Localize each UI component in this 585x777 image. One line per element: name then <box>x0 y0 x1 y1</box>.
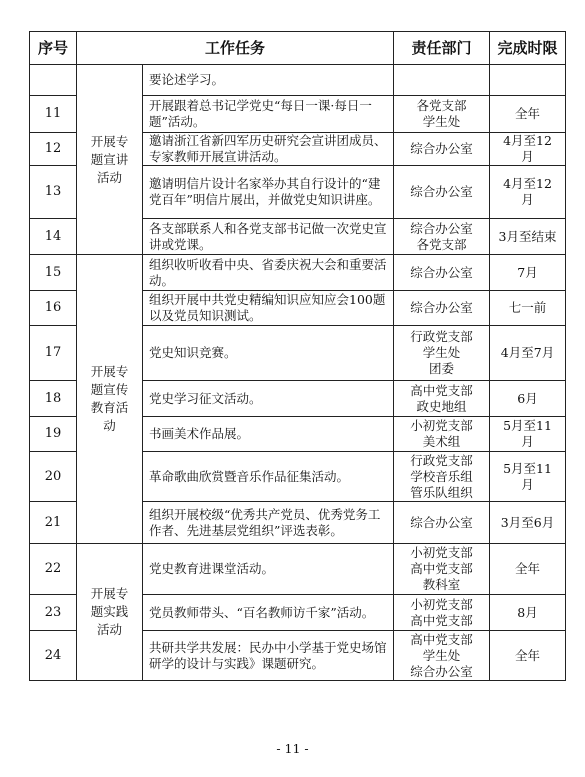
row-number: 16 <box>30 291 77 326</box>
row-number: 17 <box>30 326 77 381</box>
row-number: 24 <box>30 631 77 681</box>
header-time: 完成时限 <box>490 32 566 65</box>
responsible-dept: 综合办公室 各党支部 <box>394 219 490 255</box>
task-description: 邀请明信片设计名家举办其自行设计的“建党百年”明信片展出，并做党史知识讲座。 <box>143 166 394 219</box>
task-description: 要论述学习。 <box>143 65 394 96</box>
deadline: 6月 <box>490 381 566 417</box>
header-no: 序号 <box>30 32 77 65</box>
task-description: 开展跟着总书记学党史“每日一课·每日一题”活动。 <box>143 96 394 133</box>
responsible-dept: 小初党支部 美术组 <box>394 417 490 452</box>
responsible-dept: 综合办公室 <box>394 133 490 166</box>
responsible-dept: 行政党支部 学生处 团委 <box>394 326 490 381</box>
deadline: 3月至6月 <box>490 502 566 544</box>
row-number: 19 <box>30 417 77 452</box>
deadline: 七一前 <box>490 291 566 326</box>
deadline: 全年 <box>490 631 566 681</box>
row-number <box>30 65 77 96</box>
deadline: 4月至7月 <box>490 326 566 381</box>
row-number: 20 <box>30 452 77 502</box>
row-number: 18 <box>30 381 77 417</box>
page-number: - 11 - <box>276 741 309 756</box>
row-number: 23 <box>30 595 77 631</box>
deadline: 全年 <box>490 96 566 133</box>
task-description: 各支部联系人和各党支部书记做一次党史宣讲或党课。 <box>143 219 394 255</box>
task-description: 组织收听收看中央、省委庆祝大会和重要活动。 <box>143 255 394 291</box>
task-description: 革命歌曲欣赏暨音乐作品征集活动。 <box>143 452 394 502</box>
row-number: 14 <box>30 219 77 255</box>
task-description: 书画美术作品展。 <box>143 417 394 452</box>
row-number: 11 <box>30 96 77 133</box>
responsible-dept <box>394 65 490 96</box>
responsible-dept: 行政党支部 学校音乐组 管乐队组织 <box>394 452 490 502</box>
row-number: 21 <box>30 502 77 544</box>
responsible-dept: 各党支部 学生处 <box>394 96 490 133</box>
deadline: 8月 <box>490 595 566 631</box>
table-row <box>30 544 566 595</box>
table-row <box>30 65 566 96</box>
deadline: 5月至11月 <box>490 452 566 502</box>
header-task: 工作任务 <box>77 32 394 65</box>
table-row <box>30 255 566 291</box>
row-number: 22 <box>30 544 77 595</box>
responsible-dept: 综合办公室 <box>394 255 490 291</box>
task-description: 党史学习征文活动。 <box>143 381 394 417</box>
work-task-table <box>29 31 566 681</box>
responsible-dept: 综合办公室 <box>394 291 490 326</box>
deadline: 4月至12月 <box>490 133 566 166</box>
task-description: 组织开展校级“优秀共产党员、优秀党务工作者、先进基层党组织”评选表彰。 <box>143 502 394 544</box>
header-dept: 责任部门 <box>394 32 490 65</box>
responsible-dept: 小初党支部 高中党支部 <box>394 595 490 631</box>
row-number: 15 <box>30 255 77 291</box>
task-description: 共研共学共发展：民办中小学基于党史场馆研学的设计与实践》课题研究。 <box>143 631 394 681</box>
activity-group: 开展专题宣讲活动 <box>77 65 143 255</box>
deadline: 5月至11月 <box>490 417 566 452</box>
deadline <box>490 65 566 96</box>
task-description: 党史知识竞赛。 <box>143 326 394 381</box>
activity-group: 开展专题宣传教育活动 <box>77 255 143 544</box>
table-header-row <box>30 32 566 65</box>
task-description: 党史教育进课堂活动。 <box>143 544 394 595</box>
task-description: 党员教师带头、“百名教师访千家”活动。 <box>143 595 394 631</box>
activity-group: 开展专题实践活动 <box>77 544 143 681</box>
task-description: 邀请浙江省新四军历史研究会宣讲团成员、专家教师开展宣讲活动。 <box>143 133 394 166</box>
responsible-dept: 高中党支部 政史地组 <box>394 381 490 417</box>
row-number: 13 <box>30 166 77 219</box>
responsible-dept: 小初党支部 高中党支部 教科室 <box>394 544 490 595</box>
deadline: 4月至12月 <box>490 166 566 219</box>
deadline: 3月至结束 <box>490 219 566 255</box>
deadline: 7月 <box>490 255 566 291</box>
deadline: 全年 <box>490 544 566 595</box>
row-number: 12 <box>30 133 77 166</box>
responsible-dept: 综合办公室 <box>394 502 490 544</box>
responsible-dept: 高中党支部 学生处 综合办公室 <box>394 631 490 681</box>
task-description: 组织开展中共党史精编知识应知应会100题以及党员知识测试。 <box>143 291 394 326</box>
responsible-dept: 综合办公室 <box>394 166 490 219</box>
